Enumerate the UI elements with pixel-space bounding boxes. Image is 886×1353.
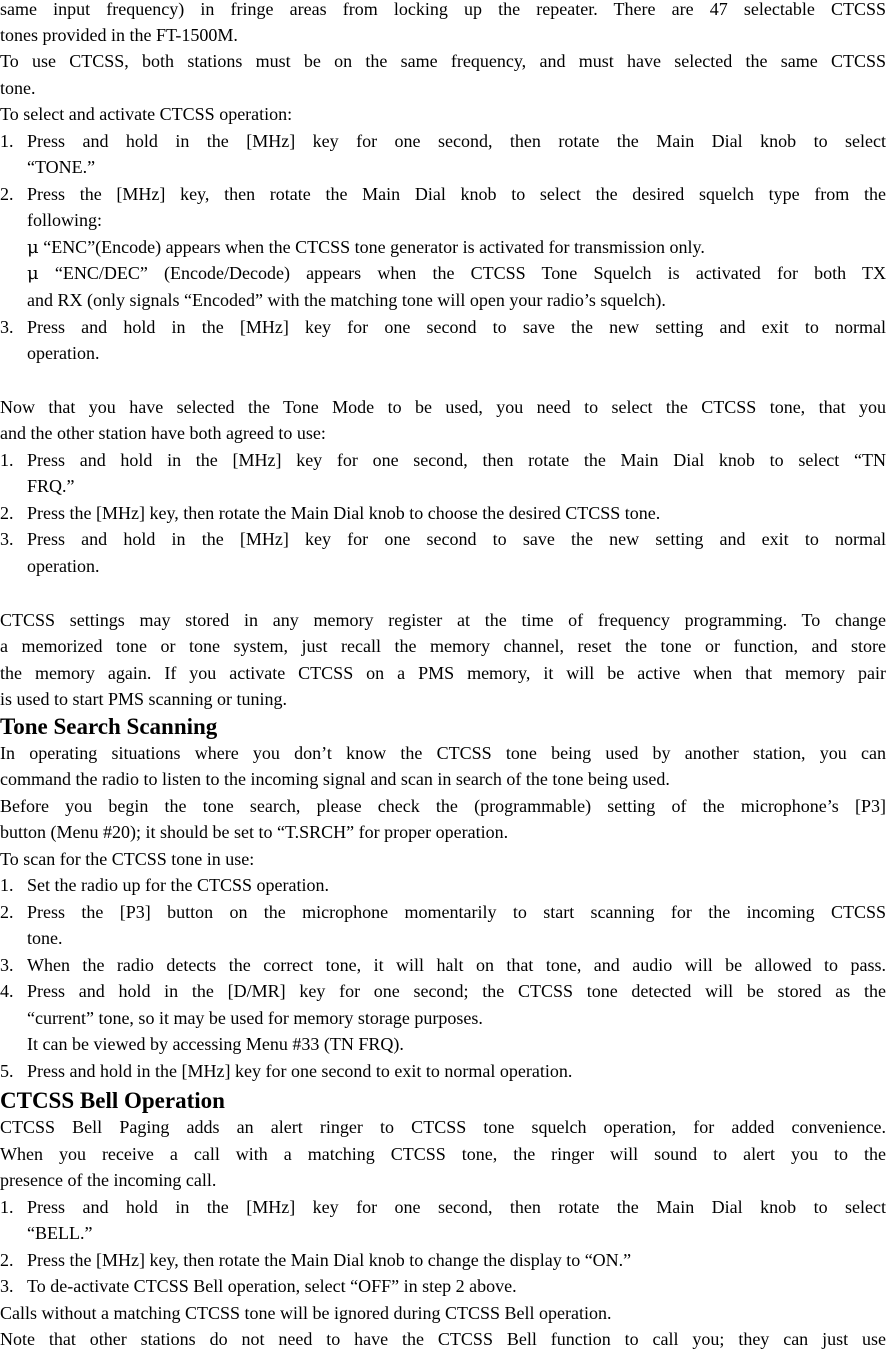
list-item	[0, 1058, 886, 1085]
list-text: Press and hold in the [MHz] key for one second to save the new setting and exit to normal	[27, 529, 886, 549]
list-item	[0, 128, 886, 155]
list-text: Press and hold in the [MHz] key for one second, then rotate the Main Dial knob to select	[27, 131, 886, 151]
list-number: 3.	[0, 1276, 14, 1296]
text-line: button (Menu #20); it should be set to “T.SRCH” for proper operation.	[0, 822, 509, 842]
list-text: Press and hold in the [MHz] key for one second, then rotate the Main Dial knob to select	[27, 1197, 886, 1217]
list-item	[0, 978, 886, 1005]
list-item	[0, 872, 886, 899]
text-line: presence of the incoming call.	[0, 1170, 217, 1190]
text-line: the memory again. If you activate CTCSS on a PMS memory, it will be active when that memory pair	[0, 663, 886, 683]
list-number: 3.	[0, 955, 14, 975]
text-line: In operating situations where you don’t know the CTCSS tone being used by another station, you can	[0, 743, 886, 763]
text-line: CTCSS settings may stored in any memory register at the time of frequency programming. To change	[0, 610, 886, 630]
list-number: 4.	[0, 981, 14, 1001]
list-number: 1.	[0, 450, 14, 470]
bullet-text: “ENC”(Encode) appears when the CTCSS tone generator is activated for transmission only.	[43, 237, 705, 257]
text-line: When you receive a call with a matching CTCSS tone, the ringer will sound to alert you to the	[0, 1144, 886, 1164]
text-line: It can be viewed by accessing Menu #33 (TN FRQ).	[27, 1034, 404, 1054]
text-line: To use CTCSS, both stations must be on the same frequency, and must have selected the same CTCSS	[0, 51, 886, 71]
text-line: FRQ.”	[27, 476, 75, 496]
text-line: command the radio to listen to the incoming signal and scan in search of the tone being used.	[0, 769, 670, 789]
text-line: and the other station have both agreed to use:	[0, 423, 326, 443]
list-text: Press the [MHz] key, then rotate the Main Dial knob to choose the desired CTCSS tone.	[27, 503, 661, 523]
list-item	[0, 526, 886, 553]
list-number: 3.	[0, 529, 14, 549]
list-number: 1.	[0, 875, 14, 895]
list-item	[0, 181, 886, 208]
bullet-text: “ENC/DEC” (Encode/Decode) appears when the CTCSS Tone Squelch is activated for both TX	[54, 263, 886, 283]
text-line: To scan for the CTCSS tone in use:	[0, 849, 255, 869]
list-item	[0, 447, 886, 474]
list-text: To de-activate CTCSS Bell operation, select “OFF” in step 2 above.	[27, 1276, 517, 1296]
bullet-item	[0, 260, 886, 288]
list-text: Press the [MHz] key, then rotate the Main Dial knob to change the display to “ON.”	[27, 1250, 632, 1270]
text-line: tone.	[0, 78, 36, 98]
text-line: Note that other stations do not need to have the CTCSS Bell function to call you; they can just use	[0, 1329, 886, 1349]
text-line: tone.	[27, 928, 63, 948]
text-line: operation.	[27, 343, 100, 363]
list-text: When the radio detects the correct tone, it will halt on that tone, and audio will be allowed to pass.	[27, 955, 886, 975]
text-line: To select and activate CTCSS operation:	[0, 104, 293, 124]
list-text: Press and hold in the [MHz] key for one second to exit to normal operation.	[27, 1061, 573, 1081]
list-item	[0, 952, 886, 979]
list-text: Press the [MHz] key, then rotate the Main Dial knob to select the desired squelch type from the	[27, 184, 886, 204]
bullet-icon: μ	[27, 263, 39, 284]
text-line: and RX (only signals “Encoded” with the matching tone will open your radio’s squelch).	[27, 290, 666, 310]
list-number: 1.	[0, 131, 14, 151]
list-item	[0, 1273, 886, 1300]
list-number: 3.	[0, 317, 14, 337]
text-line: “current” tone, so it may be used for memory storage purposes.	[27, 1008, 483, 1028]
text-line: a memorized tone or tone system, just recall the memory channel, reset the tone or function, and store	[0, 636, 886, 656]
list-item	[0, 1194, 886, 1221]
text-line: “BELL.”	[27, 1223, 93, 1243]
text-line: is used to start PMS scanning or tuning.	[0, 689, 287, 709]
list-number: 1.	[0, 1197, 14, 1217]
list-text: Press and hold in the [MHz] key for one second to save the new setting and exit to normal	[27, 317, 886, 337]
text-line: CTCSS Bell Paging adds an alert ringer to CTCSS tone squelch operation, for added convenience.	[0, 1117, 886, 1137]
list-item	[0, 899, 886, 926]
text-line: operation.	[27, 556, 100, 576]
list-text: Set the radio up for the CTCSS operation.	[27, 875, 329, 895]
section-heading: Tone Search Scanning	[0, 714, 218, 739]
list-number: 2.	[0, 1250, 14, 1270]
text-line: Now that you have selected the Tone Mode to be used, you need to select the CTCSS tone, that you	[0, 397, 886, 417]
text-line: same input frequency) in fringe areas from locking up the repeater. There are 47 selectable CTCSS	[0, 0, 886, 19]
list-item	[0, 314, 886, 341]
list-item	[0, 1247, 886, 1274]
list-number: 2.	[0, 503, 14, 523]
text-line: tones provided in the FT-1500M.	[0, 25, 238, 45]
text-line: following:	[27, 210, 102, 230]
list-item	[0, 500, 886, 527]
text-line: Calls without a matching CTCSS tone will be ignored during CTCSS Bell operation.	[0, 1303, 612, 1323]
text-line: Before you begin the tone search, please check the (programmable) setting of the microphone’s [P3]	[0, 796, 886, 816]
text-line: “TONE.”	[27, 157, 96, 177]
list-text: Press and hold in the [MHz] key for one second, then rotate the Main Dial knob to select “TN	[27, 450, 886, 470]
list-number: 2.	[0, 184, 14, 204]
bullet-item	[0, 234, 886, 262]
list-text: Press and hold in the [D/MR] key for one second; the CTCSS tone detected will be stored as the	[27, 981, 886, 1001]
list-number: 5.	[0, 1061, 14, 1081]
list-text: Press the [P3] button on the microphone momentarily to start scanning for the incoming CTCSS	[27, 902, 886, 922]
section-heading: CTCSS Bell Operation	[0, 1088, 225, 1113]
bullet-icon: μ	[27, 237, 39, 258]
list-number: 2.	[0, 902, 14, 922]
